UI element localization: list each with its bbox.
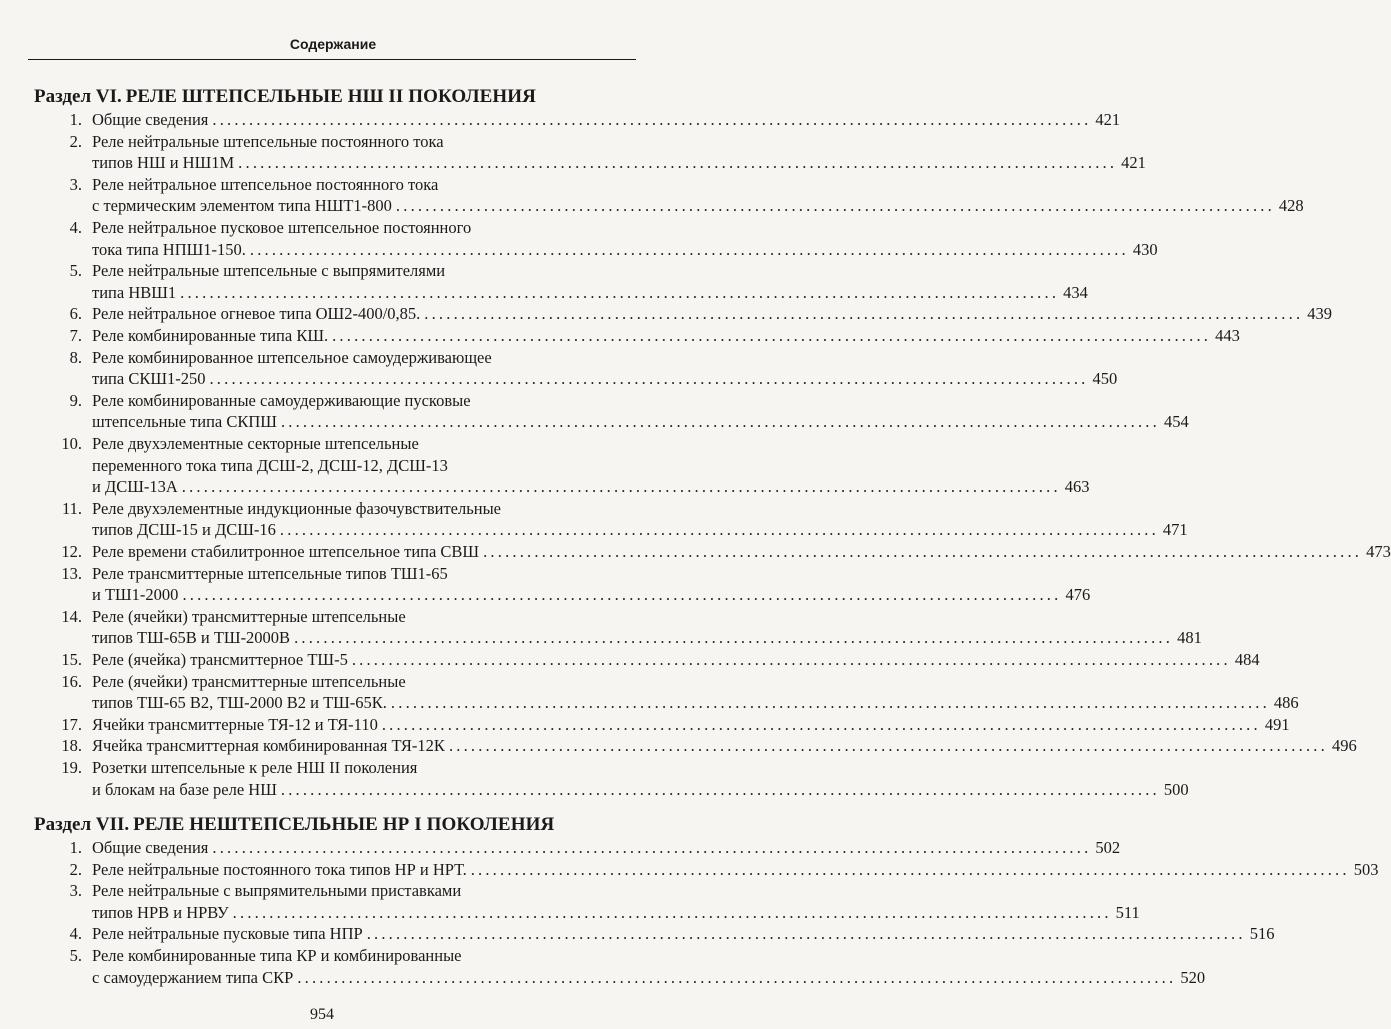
- entry-page-number: 463: [1064, 477, 1090, 497]
- entry-title-text: штепсельные типа СКПШ: [92, 412, 277, 432]
- entry-title-text: типов ТШ-65 В2, ТШ-2000 В2 и ТШ-65К.: [92, 693, 387, 713]
- entry-title-text: тока типа НПШ1-150.: [92, 239, 246, 259]
- entry-title-line: Реле трансмиттерные штепсельные типов ТШ1-65: [92, 563, 448, 583]
- entry-page-number: 476: [1065, 585, 1091, 605]
- entry-title-line: [92, 110, 1121, 130]
- entry-title-line: [92, 477, 1090, 497]
- entry-number: 2.: [69, 131, 82, 151]
- entry-page-number: 484: [1234, 650, 1260, 669]
- entry-page-number: 511: [1115, 902, 1140, 922]
- dot-leader: ........................................................................................................................: [483, 542, 1363, 561]
- entry-title-text: Реле нейтральные пусковые типа НПР: [92, 924, 363, 944]
- entry-title-line: Реле комбинированные типа КР и комбинированные: [92, 946, 462, 965]
- entry-title-line: [92, 924, 1275, 944]
- entry-title-text: Реле нейтральное огневое типа ОШ2-400/0,85.: [92, 304, 421, 324]
- entry-title-line: Реле (ячейки) трансмиттерные штепсельные: [92, 671, 406, 691]
- entry-number: 10.: [61, 434, 82, 453]
- entry-title-line: [92, 967, 1206, 988]
- entry-title-line: [92, 520, 1188, 540]
- entry-title-line: [92, 736, 1357, 756]
- entry-number: 12.: [61, 542, 82, 561]
- entry-title-line: Реле двухэлементные секторные штепсельные: [92, 434, 419, 453]
- dot-leader: ........................................................................................................................: [238, 153, 1118, 173]
- entry-title-text: Общие сведения: [92, 110, 209, 129]
- dot-leader: ........................................................................................................................: [182, 585, 1062, 605]
- entry-number: 1.: [69, 110, 82, 129]
- entry-number: 5.: [69, 261, 82, 281]
- dot-leader: ........................................................................................................................: [381, 714, 1261, 734]
- entry-title-text: типов ТШ-65В и ТШ-2000В: [92, 628, 291, 648]
- entry-title-line: Розетки штепсельные к реле НШ II поколения: [92, 758, 418, 777]
- entry-title-line: [92, 650, 1260, 670]
- entry-number: 3.: [69, 174, 82, 194]
- dot-leader: ........................................................................................................................: [249, 239, 1129, 259]
- header-rule: [28, 59, 636, 60]
- entry-number: 8.: [69, 347, 82, 367]
- entry-title-line: [92, 304, 1333, 324]
- page-number: 954: [310, 1006, 334, 1023]
- entry-page-number: 434: [1063, 282, 1088, 302]
- entry-page-number: 421: [1095, 110, 1121, 129]
- dot-leader: ........................................................................................................................: [470, 859, 1350, 879]
- entry-title-line: [92, 628, 1202, 648]
- entry-page-number: 454: [1163, 412, 1189, 432]
- entry-title-line: [92, 838, 1121, 858]
- dot-leader: ........................................................................................................................: [366, 924, 1246, 944]
- entry-number: 14.: [61, 606, 82, 626]
- entry-number: 2.: [69, 859, 82, 879]
- section-heading: [34, 814, 554, 836]
- entry-number: 4.: [69, 924, 82, 944]
- entry-title-line: [92, 196, 1304, 216]
- dot-leader: ........................................................................................................................: [181, 477, 1061, 497]
- entry-number: 15.: [61, 650, 82, 669]
- entry-title-line: [92, 585, 1091, 605]
- entry-title-line: Реле комбинированные самоудерживающие пусковые: [92, 390, 471, 410]
- entry-title-line: [92, 693, 1299, 713]
- entry-title-line: [92, 542, 1391, 562]
- entry-title-line: [92, 239, 1158, 260]
- dot-leader: ........................................................................................................................: [424, 304, 1304, 324]
- running-head: Содержание: [289, 36, 377, 52]
- entry-title-line: [92, 369, 1118, 389]
- entry-title-line: [92, 412, 1189, 432]
- entry-number: 4.: [69, 218, 82, 237]
- entry-page-number: 502: [1095, 838, 1121, 857]
- entry-title-text: Ячейки трансмиттерные ТЯ-12 и ТЯ-110: [92, 714, 378, 734]
- entry-title-text: типов ДСШ-15 и ДСШ-16: [92, 520, 276, 540]
- entry-title-text: и ДСШ-13А: [92, 477, 178, 497]
- dot-leader: ........................................................................................................................: [279, 520, 1159, 540]
- dot-leader: ........................................................................................................................: [280, 412, 1160, 432]
- entry-title-text: типа НВШ1: [92, 282, 177, 302]
- entry-number: 16.: [61, 671, 82, 691]
- entry-title-line: Реле комбинированное штепсельное самоудерживающее: [92, 347, 492, 367]
- entry-title-text: Реле времени стабилитронное штепсельное типа СВШ: [92, 542, 480, 561]
- section-label: Раздел VII.: [34, 814, 130, 835]
- dot-leader: ........................................................................................................................: [209, 369, 1089, 389]
- entry-page-number: 520: [1180, 967, 1206, 987]
- entry-title-text: Реле комбинированные типа КШ.: [92, 326, 329, 345]
- entry-title-text: Реле (ячейка) трансмиттерное ТШ-5: [92, 650, 348, 669]
- dot-leader: ........................................................................................................................: [332, 326, 1212, 345]
- entry-title-text: типа СКШ1-250: [92, 369, 206, 389]
- entry-title-text: с самоудержанием типа СКР: [92, 967, 294, 987]
- dot-leader: ........................................................................................................................: [212, 838, 1092, 857]
- entry-page-number: 481: [1177, 628, 1202, 648]
- dot-leader: ........................................................................................................................: [294, 628, 1174, 648]
- entry-title-line: Реле нейтральное штепсельное постоянного тока: [92, 174, 439, 194]
- entry-number: 9.: [69, 390, 82, 410]
- dot-leader: ........................................................................................................................: [390, 693, 1270, 713]
- entry-page-number: 439: [1307, 304, 1333, 324]
- entry-number: 17.: [61, 714, 82, 734]
- entry-number: 5.: [69, 946, 82, 965]
- entry-number: 18.: [61, 736, 82, 756]
- entry-number: 1.: [69, 838, 82, 857]
- entry-page-number: 421: [1121, 153, 1146, 173]
- entry-title-line: Реле нейтральные с выпрямительными приставками: [92, 881, 462, 901]
- entry-title-line: [92, 326, 1240, 346]
- entry-title-line: [92, 859, 1379, 880]
- entry-title-line: Реле (ячейки) трансмиттерные штепсельные: [92, 606, 406, 626]
- entry-title-line: [92, 902, 1140, 923]
- entry-title-text: Реле нейтральные постоянного тока типов НР и НРТ.: [92, 859, 467, 879]
- entry-title-line: переменного тока типа ДСШ-2, ДСШ-12, ДСШ-13: [92, 455, 448, 475]
- entry-page-number: 450: [1092, 369, 1118, 389]
- entry-title-line: Реле двухэлементные индукционные фазочувствительные: [92, 498, 501, 518]
- dot-leader: ........................................................................................................................: [280, 779, 1160, 799]
- entry-title-text: Ячейка трансмиттерная комбинированная ТЯ-12К: [92, 736, 445, 756]
- entry-title-line: [92, 779, 1189, 800]
- entry-page-number: 430: [1132, 239, 1158, 259]
- dot-leader: ........................................................................................................................: [297, 967, 1177, 987]
- entry-page-number: 443: [1215, 326, 1240, 345]
- section-title: РЕЛЕ НЕШТЕПСЕЛЬНЫЕ НР I ПОКОЛЕНИЯ: [133, 814, 555, 835]
- entry-number: 6.: [69, 304, 82, 324]
- section-title: РЕЛЕ ШТЕПСЕЛЬНЫЕ НШ II ПОКОЛЕНИЯ: [125, 86, 536, 107]
- entry-title-line: [92, 282, 1088, 303]
- dot-leader: ........................................................................................................................: [232, 902, 1112, 922]
- entry-page-number: 471: [1162, 520, 1188, 540]
- entry-page-number: 500: [1163, 779, 1189, 799]
- dot-leader: ........................................................................................................................: [212, 110, 1092, 129]
- section-label: Раздел VI.: [34, 86, 122, 107]
- entry-number: 7.: [69, 326, 82, 345]
- entry-title-text: и блокам на базе реле НШ: [92, 779, 277, 799]
- entry-page-number: 516: [1249, 924, 1275, 944]
- dot-leader: ........................................................................................................................: [395, 196, 1275, 216]
- entry-number: 11.: [61, 498, 82, 518]
- entry-title-line: Реле нейтральные штепсельные постоянного тока: [92, 131, 444, 151]
- entry-title-text: с термическим элементом типа НШТ1-800: [92, 196, 392, 216]
- entry-title-text: Общие сведения: [92, 838, 209, 857]
- entry-page-number: 428: [1278, 196, 1304, 216]
- entry-page-number: 496: [1331, 736, 1357, 756]
- entry-title-line: Реле нейтральное пусковое штепсельное постоянного: [92, 218, 472, 237]
- entry-page-number: 503: [1353, 859, 1379, 879]
- entry-title-text: типов НШ и НШ1М: [92, 153, 235, 173]
- entry-page-number: 473: [1366, 542, 1391, 561]
- entry-title-text: и ТШ1-2000: [92, 585, 179, 605]
- entry-number: 3.: [69, 881, 82, 901]
- entry-title-line: Реле нейтральные штепсельные с выпрямителями: [92, 261, 446, 281]
- entry-page-number: 486: [1273, 693, 1299, 713]
- dot-leader: ........................................................................................................................: [448, 736, 1328, 756]
- section-heading: [34, 86, 536, 108]
- dot-leader: ........................................................................................................................: [351, 650, 1231, 669]
- dot-leader: ........................................................................................................................: [180, 282, 1060, 302]
- entry-number: 13.: [61, 563, 82, 583]
- entry-page-number: 491: [1264, 714, 1290, 734]
- entry-title-line: [92, 714, 1290, 735]
- entry-title-text: типов НРВ и НРВУ: [92, 902, 229, 922]
- entry-title-line: [92, 153, 1146, 173]
- entry-number: 19.: [61, 758, 82, 777]
